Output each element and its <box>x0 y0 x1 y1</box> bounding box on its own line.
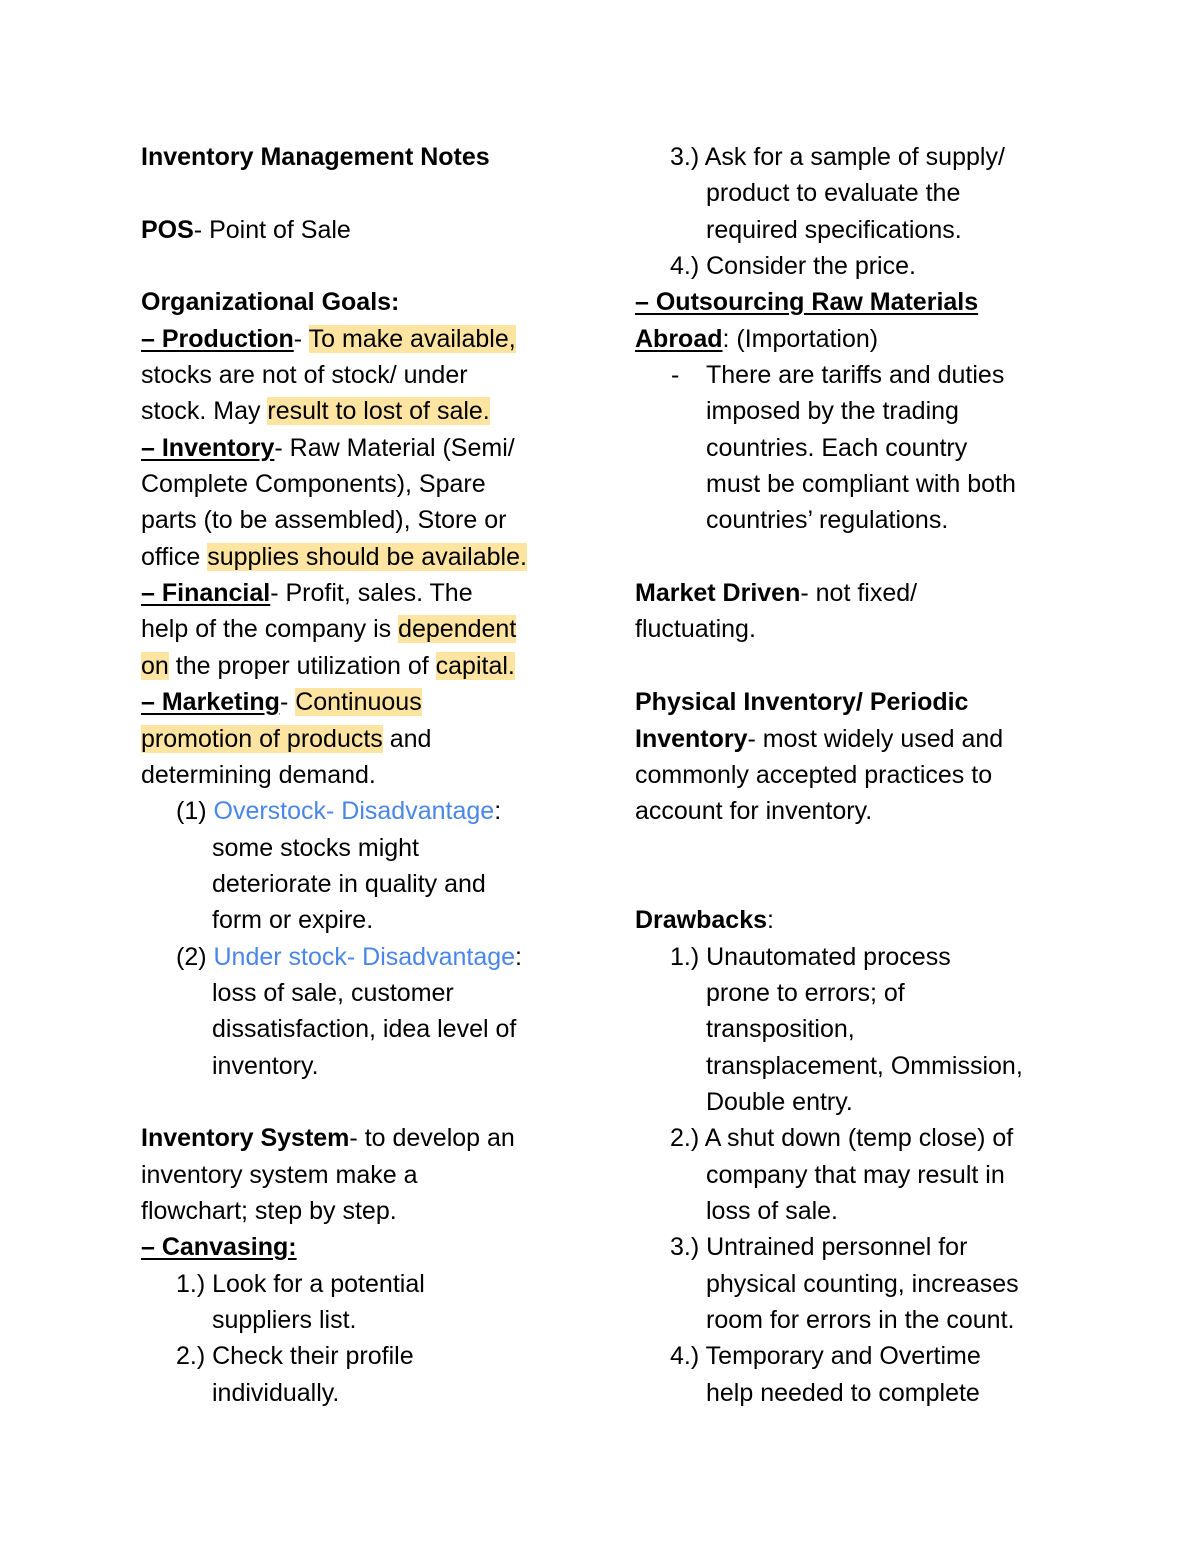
financial-text-3: the proper utilization of <box>168 652 436 680</box>
market-driven-term: Market Driven <box>635 579 801 607</box>
pos-line <box>141 212 351 248</box>
drawback-item-1-line-2: prone to errors; of <box>706 979 905 1007</box>
financial-text-1: - Profit, sales. The <box>270 579 473 607</box>
canvasing-item-2-text: Check their profile <box>212 1342 414 1370</box>
understock-line-1 <box>176 939 522 975</box>
canvasing-item-4-text: Consider the price. <box>706 252 916 280</box>
production-term: – Production <box>141 325 294 353</box>
financial-line-3 <box>141 648 515 684</box>
outsourcing-importation: : (Importation) <box>722 325 879 353</box>
outsourcing-heading-1: – Outsourcing Raw Materials <box>635 288 979 316</box>
inventory-line-4 <box>141 539 527 575</box>
outsourcing-heading-2 <box>635 321 878 357</box>
inventory-term: – Inventory <box>141 434 275 462</box>
drawbacks-term: Drawbacks <box>635 906 768 934</box>
inventory-line-3: parts (to be assembled), Store or <box>141 506 507 534</box>
drawback-item-4-text: Temporary and Overtime <box>705 1342 981 1370</box>
physical-text-2: - most widely used and <box>747 725 1004 753</box>
drawback-item-3-line-2: physical counting, increases <box>706 1270 1019 1298</box>
drawbacks-colon: : <box>767 906 774 934</box>
overstock-line-3: deteriorate in quality and <box>212 870 486 898</box>
canvasing-heading: – Canvasing: <box>141 1233 297 1261</box>
production-highlight-1: To make available, <box>308 325 516 353</box>
drawback-item-2-text: A shut down (temp close) of <box>704 1124 1014 1152</box>
inventory-text-4: office <box>141 543 208 571</box>
inventory-system-line-2: inventory system make a <box>141 1161 418 1189</box>
financial-line-1 <box>141 575 473 611</box>
production-line-3 <box>141 393 490 429</box>
understock-number: (2) <box>176 943 214 971</box>
drawback-item-1-line-5: Double entry. <box>706 1088 853 1116</box>
inventory-line-2: Complete Components), Spare <box>141 470 486 498</box>
drawback-item-4 <box>670 1338 981 1374</box>
marketing-line-3: determining demand. <box>141 761 376 789</box>
inventory-system-text-1: - to develop an <box>349 1124 515 1152</box>
financial-term: – Financial <box>141 579 271 607</box>
drawbacks-heading <box>635 902 774 938</box>
marketing-line-1 <box>141 684 422 720</box>
canvasing-item-3 <box>670 139 1005 175</box>
market-driven-line-1 <box>635 575 917 611</box>
drawback-item-2-number: 2.) <box>670 1124 705 1152</box>
understock-line-2: loss of sale, customer <box>212 979 454 1007</box>
pos-term: POS <box>141 216 194 244</box>
canvasing-item-4 <box>670 248 916 284</box>
overstock-line-4: form or expire. <box>212 906 374 934</box>
production-highlight-2: result to lost of sale. <box>267 397 490 425</box>
understock-label: Under stock- Disadvantage <box>213 943 516 971</box>
outsourcing-line-3: countries. Each country <box>706 434 968 462</box>
outsourcing-bullet: - <box>671 361 680 389</box>
physical-line-3: commonly accepted practices to <box>635 761 993 789</box>
physical-line-1: Physical Inventory/ Periodic <box>635 688 969 716</box>
inventory-system-line-3: flowchart; step by step. <box>141 1197 397 1225</box>
marketing-highlight-1: Continuous <box>295 688 422 716</box>
drawback-item-1-number: 1.) <box>670 943 707 971</box>
outsourcing-line-5: countries’ regulations. <box>706 506 949 534</box>
production-line-2: stocks are not of stock/ under <box>141 361 468 389</box>
canvasing-item-1-number: 1.) <box>176 1270 213 1298</box>
canvasing-item-1-line-2: suppliers list. <box>212 1306 357 1334</box>
overstock-line-2: some stocks might <box>212 834 420 862</box>
market-driven-line-2: fluctuating. <box>635 615 756 643</box>
canvasing-item-2 <box>176 1338 414 1374</box>
overstock-line-1 <box>176 793 501 829</box>
outsourcing-line-1: There are tariffs and duties <box>706 361 1005 389</box>
goals-heading: Organizational Goals: <box>141 288 400 316</box>
canvasing-item-3-line-2: product to evaluate the <box>706 179 961 207</box>
drawback-item-4-line-2: help needed to complete <box>706 1379 980 1407</box>
marketing-dash: - <box>279 688 296 716</box>
canvasing-item-1 <box>176 1266 425 1302</box>
drawback-item-3-number: 3.) <box>670 1233 707 1261</box>
overstock-colon: : <box>494 797 502 825</box>
drawback-item-3-line-3: room for errors in the count. <box>706 1306 1015 1334</box>
inventory-system-line-1 <box>141 1120 515 1156</box>
financial-text-2: help of the company is <box>141 615 399 643</box>
drawback-item-3 <box>670 1229 967 1265</box>
production-text-3: stock. May <box>141 397 268 425</box>
canvasing-item-4-number: 4.) <box>670 252 707 280</box>
canvasing-item-2-line-2: individually. <box>212 1379 340 1407</box>
drawback-item-1-text: Unautomated process <box>706 943 951 971</box>
drawback-item-2 <box>670 1120 1013 1156</box>
inventory-system-term: Inventory System <box>141 1124 350 1152</box>
pos-definition: - Point of Sale <box>193 216 351 244</box>
inventory-highlight: supplies should be available. <box>207 543 527 571</box>
drawback-item-2-line-3: loss of sale. <box>706 1197 839 1225</box>
physical-line-4: account for inventory. <box>635 797 873 825</box>
physical-term: Inventory <box>635 725 748 753</box>
marketing-highlight-2: promotion of products <box>141 725 383 753</box>
outsourcing-line-4: must be compliant with both <box>706 470 1016 498</box>
financial-highlight-2: on <box>141 652 169 680</box>
physical-line-2 <box>635 721 1003 757</box>
canvasing-item-2-number: 2.) <box>176 1342 213 1370</box>
production-dash: - <box>293 325 309 353</box>
marketing-term: – Marketing <box>141 688 280 716</box>
production-line-1 <box>141 321 516 357</box>
financial-highlight-3: capital. <box>435 652 515 680</box>
drawback-item-1-line-3: transposition, <box>706 1015 855 1043</box>
overstock-number: (1) <box>176 797 214 825</box>
drawback-item-1-line-4: transplacement, Ommission, <box>706 1052 1023 1080</box>
canvasing-item-3-number: 3.) <box>670 143 705 171</box>
financial-highlight-1: dependent <box>398 615 517 643</box>
outsourcing-line-2: imposed by the trading <box>706 397 959 425</box>
marketing-text-2: and <box>382 725 432 753</box>
drawback-item-4-number: 4.) <box>670 1342 706 1370</box>
canvasing-item-3-line-3: required specifications. <box>706 216 962 244</box>
understock-line-3: dissatisfaction, idea level of <box>212 1015 517 1043</box>
marketing-line-2 <box>141 721 431 757</box>
canvasing-item-3-text: Ask for a sample of supply/ <box>704 143 1005 171</box>
drawback-item-1 <box>670 939 951 975</box>
market-driven-text-1: - not fixed/ <box>800 579 918 607</box>
drawback-item-3-text: Untrained personnel for <box>706 1233 968 1261</box>
drawback-item-2-line-2: company that may result in <box>706 1161 1005 1189</box>
financial-line-2 <box>141 611 516 647</box>
page-title: Inventory Management Notes <box>141 143 490 171</box>
inventory-line-1 <box>141 430 515 466</box>
outsourcing-abroad: Abroad <box>635 325 723 353</box>
understock-line-4: inventory. <box>212 1052 319 1080</box>
canvasing-item-1-text: Look for a potential <box>212 1270 425 1298</box>
inventory-text-1: - Raw Material (Semi/ <box>274 434 515 462</box>
understock-colon: : <box>515 943 522 971</box>
overstock-label: Overstock- Disadvantage <box>213 797 495 825</box>
